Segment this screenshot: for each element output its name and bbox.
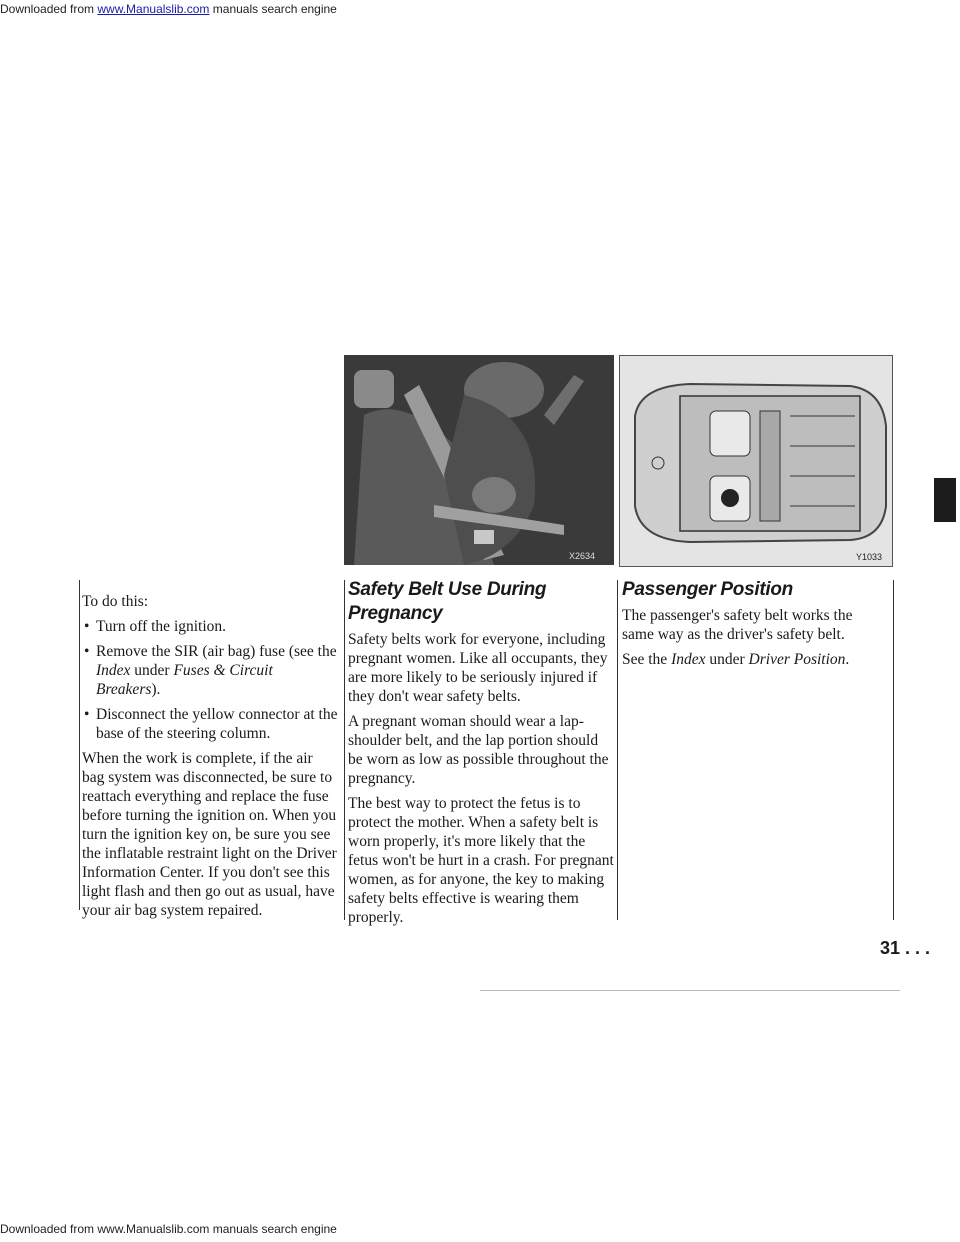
bullet-icon: • — [84, 618, 90, 635]
diagram-reference-id: Y1033 — [856, 552, 883, 562]
paragraph: A pregnant woman should wear a lap-shoulder belt, and the lap portion should be worn as low as possible throughout the pregnancy. — [348, 713, 609, 787]
right-column — [622, 578, 884, 675]
bullet-icon: • — [84, 643, 90, 660]
steps-list — [82, 617, 338, 743]
middle-column — [348, 578, 614, 933]
column-divider-left — [79, 580, 80, 910]
footer-rule — [480, 990, 900, 991]
section-tab-marker — [934, 478, 956, 522]
passenger-position-diagram — [619, 355, 893, 567]
car-top-view-illustration — [620, 356, 892, 566]
page-number: 31 . . . — [880, 938, 931, 958]
list-item: • Disconnect the yellow connector at the base of the steering column. — [84, 706, 338, 742]
paragraph: The passenger's safety belt works the same way as the driver's safety belt. — [622, 607, 853, 643]
cross-reference: See the Index under Driver Position. — [622, 651, 850, 668]
passenger-heading: Passenger Position — [622, 579, 793, 600]
list-item: • Remove the SIR (air bag) fuse (see the Index under Fuses & Circuit Breakers). — [84, 643, 337, 698]
pregnancy-belt-photo — [344, 355, 614, 565]
left-column — [82, 592, 338, 926]
pregnancy-belt-illustration — [344, 355, 614, 565]
footer-source-line: Downloaded from www.Manualslib.com manuals search engine — [0, 1222, 337, 1236]
list-item: • Turn off the ignition. — [84, 618, 227, 635]
pregnancy-heading: Safety Belt Use During Pregnancy — [348, 579, 547, 624]
column-divider-middle — [344, 580, 345, 920]
manualslib-link[interactable]: www.Manualslib.com — [97, 2, 210, 16]
paragraph: The best way to protect the fetus is to protect the mother. When a safety belt is worn properly, it's more likely that the fetus won't be hurt in a crash. For pregnant women, as for anyone, the key to making safety belts effective is wearing them properly. — [348, 795, 614, 926]
photo-reference-id: X2634 — [569, 551, 596, 561]
closing-paragraph: When the work is complete, if the air bag system was disconnected, be sure to reattach everything and replace the fuse before turning the ignition on. When you turn the ignition key on, be sure you see the inflatable restraint light on the Driver Information Center. If you don't see this light flash and then go out as usual, have your air bag system repaired. — [82, 750, 337, 919]
intro-text: To do this: — [82, 593, 149, 610]
column-divider-far-right — [893, 580, 894, 920]
download-source-line: Downloaded from www.Manualslib.com manuals search engine — [0, 2, 337, 16]
column-divider-right — [617, 580, 618, 920]
bullet-icon: • — [84, 706, 90, 723]
paragraph: Safety belts work for everyone, including pregnant women. Like all occupants, they are more likely to be seriously injured if they don't wear safety belts. — [348, 631, 608, 705]
